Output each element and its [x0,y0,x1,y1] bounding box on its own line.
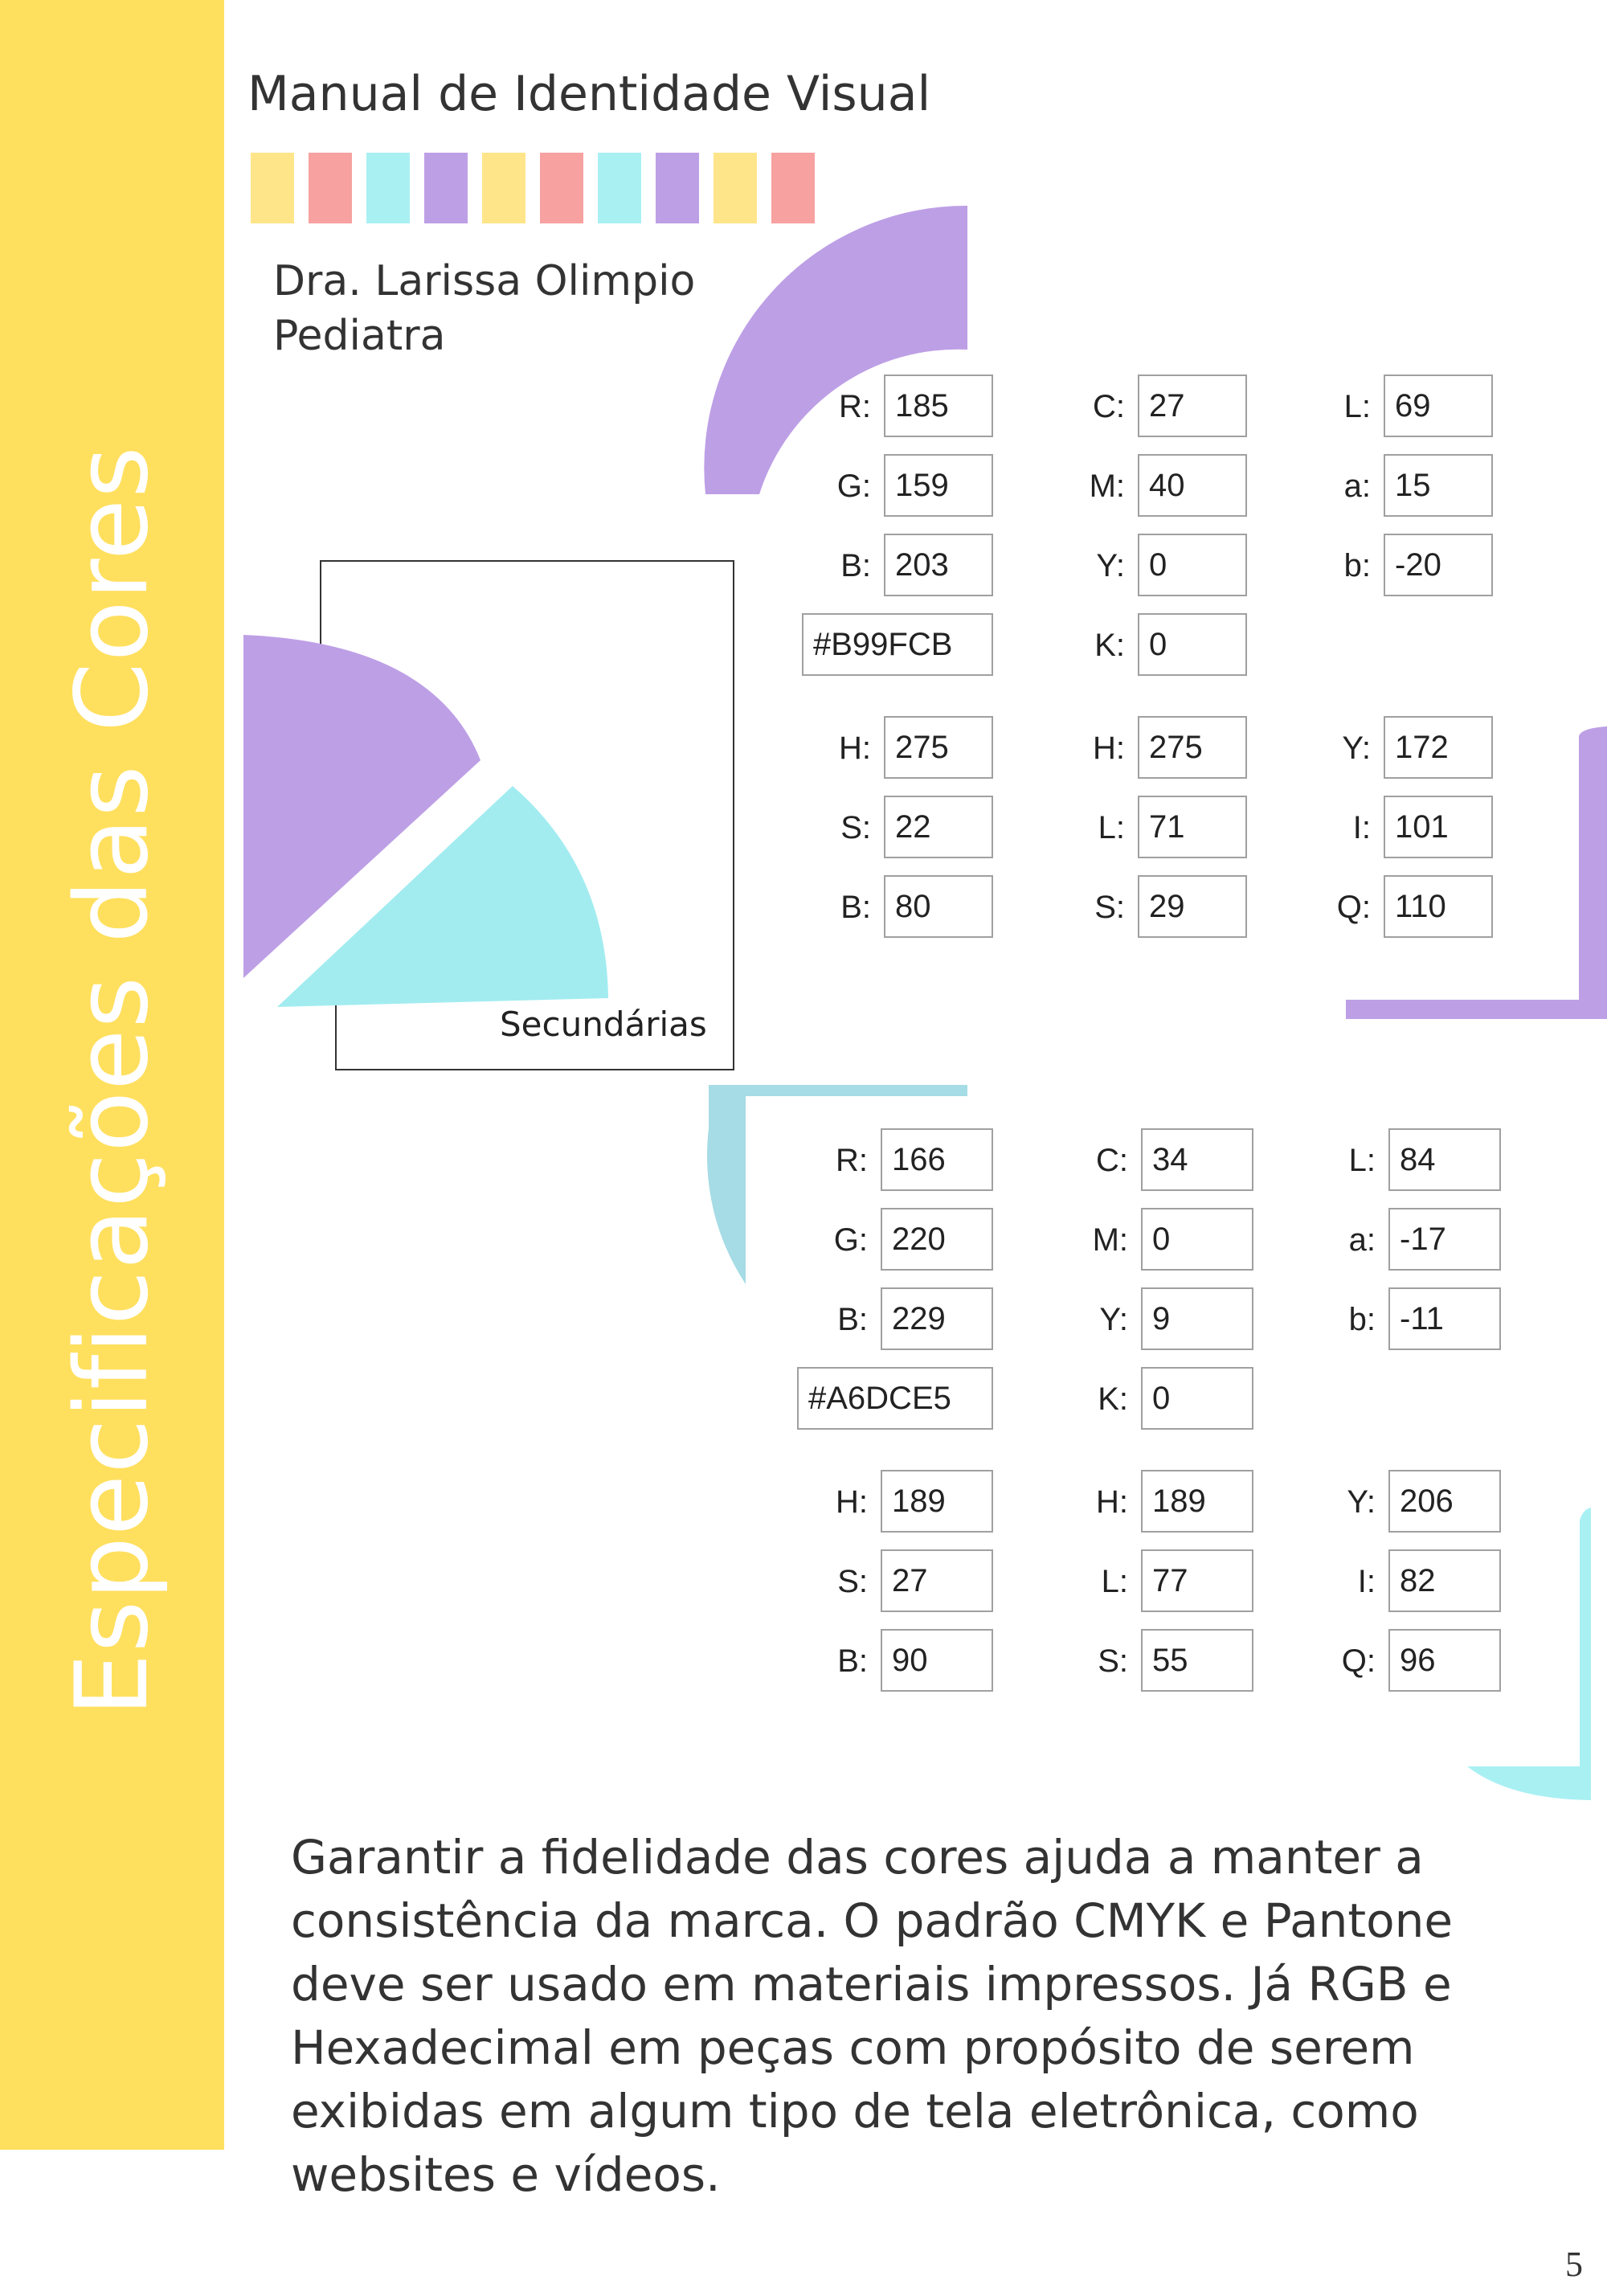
cyan-field-b[interactable]: -11 [1388,1287,1501,1350]
cyan-field-m[interactable]: 0 [1141,1208,1253,1271]
client-role: Pediatra [273,312,446,360]
purple-field-b[interactable]: -20 [1384,534,1493,596]
cyan-field-hls_h[interactable]: 189 [1141,1470,1253,1533]
purple-label-y: Y: [1096,548,1125,583]
cyan-label-hls_l: L: [1101,1564,1128,1599]
purple-field-hls_h[interactable]: 275 [1138,716,1247,779]
cyan-label-y: Y: [1099,1302,1128,1337]
purple-field-r[interactable]: 185 [884,374,993,437]
purple-label-c: C: [1093,389,1125,424]
purple-field-yiq_y[interactable]: 172 [1384,716,1493,779]
cyan-field-hsb_s[interactable]: 27 [881,1549,993,1612]
cyan-field-hls_l[interactable]: 77 [1141,1549,1253,1612]
purple-field-hsb_s[interactable]: 22 [884,796,993,858]
purple-field-hex[interactable]: #B99FCB [802,613,993,676]
purple-field-hsb_b[interactable]: 80 [884,875,993,938]
cyan-field-g[interactable]: 220 [881,1208,993,1271]
cyan-label-b: b: [1348,1302,1376,1337]
document-title: Manual de Identidade Visual [247,66,931,122]
cyan-field-hls_s[interactable]: 55 [1141,1629,1253,1692]
purple-field-l[interactable]: 69 [1384,374,1493,437]
purple-label-hsb_s: S: [840,810,871,845]
cyan-field-yiq_q[interactable]: 96 [1388,1629,1501,1692]
purple-label-g: G: [836,469,871,504]
cyan-field-yiq_i[interactable]: 82 [1388,1549,1501,1612]
cyan-field-hsb_b[interactable]: 90 [881,1629,993,1692]
purple-label-m: M: [1089,469,1125,504]
purple-field-hsb_h[interactable]: 275 [884,716,993,779]
purple-corner-arc-top [704,206,967,494]
purple-label-b: B: [840,548,871,583]
page-number: 5 [1565,2245,1583,2284]
purple-field-k[interactable]: 0 [1138,613,1247,676]
purple-field-y[interactable]: 0 [1138,534,1247,596]
purple-field-b[interactable]: 203 [884,534,993,596]
secondary-colors-label: Secundárias [500,1005,707,1044]
purple-label-yiq_q: Q: [1336,890,1371,925]
cyan-label-m: M: [1092,1222,1128,1258]
cyan-label-g: G: [833,1222,868,1258]
cyan-field-yiq_y[interactable]: 206 [1388,1470,1501,1533]
purple-label-hls_l: L: [1098,810,1125,845]
purple-field-g[interactable]: 159 [884,454,993,517]
cyan-field-r[interactable]: 166 [881,1128,993,1191]
purple-label-hsb_b: B: [840,890,871,925]
purple-field-m[interactable]: 40 [1138,454,1247,517]
cyan-label-c: C: [1096,1143,1128,1178]
cyan-label-yiq_y: Y: [1347,1484,1376,1520]
purple-label-a: a: [1343,469,1371,504]
purple-label-k: K: [1094,628,1125,663]
purple-label-yiq_i: I: [1352,810,1371,845]
vertical-page-title: Especificações das Cores [55,445,170,1717]
cyan-field-c[interactable]: 34 [1141,1128,1253,1191]
purple-label-b: b: [1343,548,1371,583]
cyan-field-b[interactable]: 229 [881,1287,993,1350]
cyan-field-k[interactable]: 0 [1141,1367,1253,1430]
cyan-label-a: a: [1348,1222,1376,1258]
cyan-label-r: R: [836,1143,868,1178]
purple-field-yiq_q[interactable]: 110 [1384,875,1493,938]
cyan-label-hls_h: H: [1096,1484,1128,1520]
cyan-field-hex[interactable]: #A6DCE5 [797,1367,993,1430]
cyan-field-l[interactable]: 84 [1388,1128,1501,1191]
client-name: Dra. Larissa Olimpio [273,257,696,305]
purple-field-a[interactable]: 15 [1384,454,1493,517]
purple-label-hls_h: H: [1093,731,1125,766]
cyan-label-hls_s: S: [1098,1643,1128,1679]
purple-label-r: R: [839,389,871,424]
cyan-label-k: K: [1098,1381,1128,1417]
purple-field-c[interactable]: 27 [1138,374,1247,437]
cyan-label-yiq_i: I: [1357,1564,1376,1599]
cyan-label-hsb_s: S: [837,1564,868,1599]
cyan-label-hsb_h: H: [836,1484,868,1520]
cyan-field-a[interactable]: -17 [1388,1208,1501,1271]
cyan-field-y[interactable]: 9 [1141,1287,1253,1350]
purple-field-yiq_i[interactable]: 101 [1384,796,1493,858]
cyan-label-yiq_q: Q: [1341,1643,1376,1679]
purple-field-hls_s[interactable]: 29 [1138,875,1247,938]
cyan-label-l: L: [1348,1143,1376,1178]
body-paragraph: Garantir a fidelidade das cores ajuda a manter a consistência da marca. O padrão CMYK e Pantone deve ser usado em materiais impressos. Já RGB e Hexadecimal em peças com propósito de serem exibidas em algum tipo de tela eletrônica, como websites e vídeos. [291,1830,1454,2202]
cyan-label-b: B: [837,1302,868,1337]
cyan-label-hsb_b: B: [837,1643,868,1679]
purple-label-hls_s: S: [1094,890,1125,925]
purple-label-l: L: [1343,389,1371,424]
purple-label-hsb_h: H: [839,731,871,766]
purple-field-hls_l[interactable]: 71 [1138,796,1247,858]
purple-label-yiq_y: Y: [1342,731,1371,766]
cyan-field-hsb_h[interactable]: 189 [881,1470,993,1533]
